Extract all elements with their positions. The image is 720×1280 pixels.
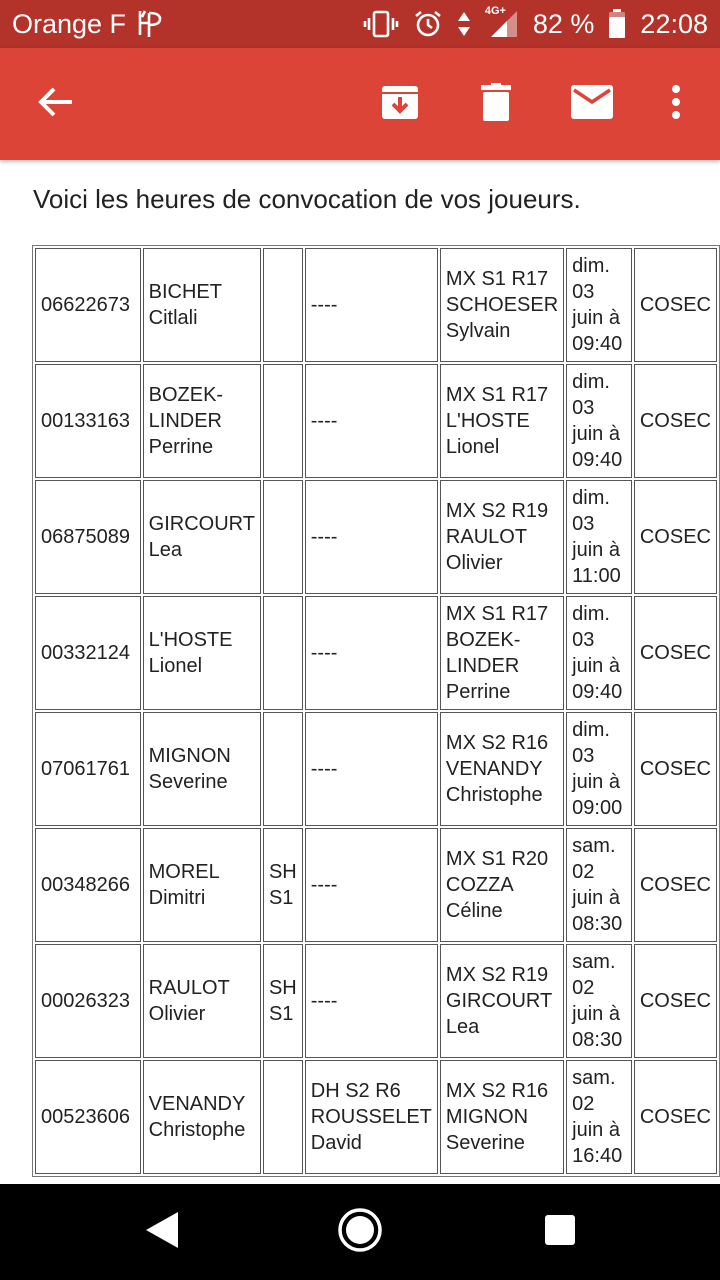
- simple-event-cell: [263, 248, 303, 362]
- cell-line: L'HOSTE: [148, 629, 233, 651]
- cell-line: Lea: [445, 1016, 480, 1038]
- double-event-cell: [305, 828, 438, 942]
- cell-line: BOZEK-: [445, 629, 521, 651]
- vibrate-icon: [363, 10, 399, 38]
- cell-line: dim.: [572, 255, 610, 277]
- cell-line: dim.: [572, 487, 610, 509]
- cell-line: 16:40: [572, 1145, 623, 1167]
- cell-line: Severine: [445, 1132, 525, 1154]
- cell-line: DH S2 R6: [310, 1080, 401, 1102]
- cell-line: 11:00: [572, 565, 621, 587]
- player-name-cell: [143, 480, 261, 594]
- double-event-cell: [305, 480, 438, 594]
- cell-line: 02: [572, 861, 595, 883]
- cell-line: MIGNON: [445, 1106, 529, 1128]
- cell-line: Lionel: [148, 655, 203, 677]
- table-row: [35, 828, 717, 942]
- nav-back-button[interactable]: [122, 1184, 202, 1280]
- cell-line: sam.: [572, 951, 616, 973]
- trash-icon: [481, 83, 511, 126]
- cell-line: juin à: [572, 307, 620, 329]
- player-name-cell: [143, 596, 261, 710]
- venue-cell: COSEC: [634, 1060, 717, 1174]
- table-row: [35, 364, 717, 478]
- player-id-cell: 07061761: [35, 712, 141, 826]
- player-name-cell: [143, 944, 261, 1058]
- table-row: [35, 712, 717, 826]
- cell-line: MX S1 R17: [445, 384, 549, 406]
- cell-line: Christophe: [445, 784, 543, 806]
- convocation-time-cell: [566, 944, 632, 1058]
- convocation-time-cell: [566, 480, 632, 594]
- cell-line: 03: [572, 281, 595, 303]
- nav-recents-button[interactable]: [520, 1184, 600, 1280]
- table-row: [35, 480, 717, 594]
- cell-line: Olivier: [148, 1003, 206, 1025]
- convocation-time-cell: [566, 1060, 632, 1174]
- cell-line: 02: [572, 977, 595, 999]
- player-id-cell: 00523606: [35, 1060, 141, 1174]
- cell-line: GIRCOURT: [148, 513, 255, 535]
- venue-cell: COSEC: [634, 480, 717, 594]
- table-row: [35, 596, 717, 710]
- cell-line: 08:30: [572, 913, 623, 935]
- venue-cell: COSEC: [634, 944, 717, 1058]
- cell-line: 03: [572, 513, 595, 535]
- cell-line: ----: [310, 410, 338, 432]
- cell-line: Citlali: [148, 307, 198, 329]
- delete-button[interactable]: [460, 48, 532, 160]
- cell-line: 03: [572, 629, 595, 651]
- cell-line: juin à: [572, 1003, 620, 1025]
- cell-line: COZZA: [445, 874, 514, 896]
- simple-event-cell: [263, 712, 303, 826]
- signal-icon: [484, 5, 519, 39]
- cell-line: Perrine: [148, 436, 214, 458]
- venue-cell: COSEC: [634, 828, 717, 942]
- cell-line: juin à: [572, 771, 620, 793]
- cell-line: David: [310, 1132, 362, 1154]
- cell-line: ----: [310, 642, 338, 664]
- cell-line: MX S2 R16: [445, 732, 549, 754]
- cell-line: SH: [268, 977, 297, 999]
- cell-line: L'HOSTE: [445, 410, 530, 432]
- cell-line: ROUSSELET: [310, 1106, 432, 1128]
- cell-line: Christophe: [148, 1119, 246, 1141]
- battery-icon: [608, 9, 626, 39]
- simple-event-cell: [263, 944, 303, 1058]
- status-bar: [0, 0, 720, 48]
- cell-line: 03: [572, 745, 595, 767]
- cell-line: VENANDY: [148, 1093, 246, 1115]
- cell-line: BOZEK-: [148, 384, 224, 406]
- cell-line: dim.: [572, 371, 610, 393]
- app-bar: [0, 48, 720, 160]
- email-body[interactable]: [0, 160, 720, 1184]
- venue-cell: COSEC: [634, 712, 717, 826]
- simple-event-cell: [263, 364, 303, 478]
- cell-line: MX S1 R20: [445, 848, 549, 870]
- simple-event-cell: [263, 1060, 303, 1174]
- convocation-time-cell: [566, 712, 632, 826]
- simple-event-cell: [263, 828, 303, 942]
- player-id-cell: 00348266: [35, 828, 141, 942]
- player-name-cell: [143, 248, 261, 362]
- cell-line: Lionel: [445, 436, 500, 458]
- player-id-cell: 06875089: [35, 480, 141, 594]
- cell-line: Olivier: [445, 552, 503, 574]
- cell-line: ----: [310, 990, 338, 1012]
- cell-line: 03: [572, 397, 595, 419]
- cell-line: SH: [268, 861, 297, 883]
- carrier-name: Orange F: [12, 8, 127, 39]
- cell-line: dim.: [572, 603, 610, 625]
- player-name-cell: [143, 1060, 261, 1174]
- mixed-event-cell: [440, 480, 564, 594]
- double-event-cell: [305, 248, 438, 362]
- cell-line: 02: [572, 1093, 595, 1115]
- cell-line: MX S1 R17: [445, 268, 549, 290]
- player-name-cell: [143, 828, 261, 942]
- simple-event-cell: [263, 596, 303, 710]
- clock: 22:08: [640, 8, 708, 39]
- venue-cell: COSEC: [634, 248, 717, 362]
- player-id-cell: 00133163: [35, 364, 141, 478]
- cell-line: MX S1 R17: [445, 603, 549, 625]
- cell-line: juin à: [572, 655, 620, 677]
- cell-line: ----: [310, 294, 338, 316]
- cell-line: LINDER: [445, 655, 520, 677]
- mixed-event-cell: [440, 1060, 564, 1174]
- more-vert-icon: [671, 85, 681, 124]
- nav-home-button[interactable]: [320, 1184, 400, 1280]
- cell-line: sam.: [572, 1067, 616, 1089]
- battery-percent: 82 %: [532, 8, 595, 39]
- mixed-event-cell: [440, 364, 564, 478]
- mixed-event-cell: [440, 944, 564, 1058]
- back-button[interactable]: [20, 48, 92, 160]
- cell-line: MX S2 R19: [445, 964, 549, 986]
- cell-line: SCHOESER: [445, 294, 559, 316]
- network-type: 4G+: [484, 5, 506, 17]
- nav-back-icon: [144, 1210, 180, 1255]
- cell-line: juin à: [572, 539, 620, 561]
- back-arrow-icon: [38, 84, 74, 125]
- cell-line: RAULOT: [445, 526, 528, 548]
- convocation-time-cell: [566, 248, 632, 362]
- double-event-cell: [305, 1060, 438, 1174]
- data-arrows-icon: [457, 10, 471, 38]
- cell-line: LINDER: [148, 410, 222, 432]
- nav-recents-icon: [544, 1214, 576, 1251]
- convocation-table: [32, 245, 720, 1177]
- table-row: [35, 248, 717, 362]
- cell-line: VENANDY: [445, 758, 543, 780]
- cell-line: Severine: [148, 771, 228, 793]
- cell-line: 09:40: [572, 681, 623, 703]
- mixed-event-cell: [440, 712, 564, 826]
- convocation-time-cell: [566, 364, 632, 478]
- mark-unread-button[interactable]: [556, 48, 628, 160]
- cell-line: juin à: [572, 423, 620, 445]
- venue-cell: COSEC: [634, 596, 717, 710]
- table-row: [35, 944, 717, 1058]
- cell-line: Dimitri: [148, 887, 206, 909]
- cell-line: MOREL: [148, 861, 220, 883]
- cell-line: 08:30: [572, 1029, 623, 1051]
- cell-line: juin à: [572, 887, 620, 909]
- hp-logo-icon: [136, 9, 162, 39]
- cell-line: GIRCOURT: [445, 990, 553, 1012]
- mixed-event-cell: [440, 248, 564, 362]
- cell-line: dim.: [572, 719, 610, 741]
- player-id-cell: 06622673: [35, 248, 141, 362]
- mixed-event-cell: [440, 828, 564, 942]
- cell-line: BICHET: [148, 281, 222, 303]
- email-intro: Voici les heures de convocation de vos joueurs.: [33, 184, 581, 214]
- cell-line: MIGNON: [148, 745, 231, 767]
- cell-line: MX S2 R16: [445, 1080, 549, 1102]
- convocation-time-cell: [566, 828, 632, 942]
- navigation-bar: [0, 1184, 720, 1280]
- nav-home-icon: [337, 1207, 383, 1258]
- player-name-cell: [143, 712, 261, 826]
- cell-line: S1: [268, 887, 294, 909]
- archive-button[interactable]: [364, 48, 436, 160]
- cell-line: S1: [268, 1003, 294, 1025]
- cell-line: Lea: [148, 539, 183, 561]
- cell-line: ----: [310, 526, 338, 548]
- player-id-cell: 00332124: [35, 596, 141, 710]
- cell-line: RAULOT: [148, 977, 230, 999]
- cell-line: Sylvain: [445, 320, 511, 342]
- venue-cell: COSEC: [634, 364, 717, 478]
- cell-line: MX S2 R19: [445, 500, 549, 522]
- player-id-cell: 00026323: [35, 944, 141, 1058]
- convocation-time-cell: [566, 596, 632, 710]
- cell-line: 09:40: [572, 333, 623, 355]
- mixed-event-cell: [440, 596, 564, 710]
- cell-line: Perrine: [445, 681, 511, 703]
- cell-line: sam.: [572, 835, 616, 857]
- double-event-cell: [305, 596, 438, 710]
- cell-line: juin à: [572, 1119, 620, 1141]
- cell-line: Céline: [445, 900, 503, 922]
- cell-line: ----: [310, 758, 338, 780]
- cell-line: 09:40: [572, 449, 623, 471]
- player-name-cell: [143, 364, 261, 478]
- cell-line: ----: [310, 874, 338, 896]
- simple-event-cell: [263, 480, 303, 594]
- mail-icon: [571, 85, 613, 124]
- more-options-button[interactable]: [650, 48, 702, 160]
- alarm-icon: [413, 9, 443, 39]
- cell-line: 09:00: [572, 797, 623, 819]
- double-event-cell: [305, 944, 438, 1058]
- double-event-cell: [305, 364, 438, 478]
- table-row: [35, 1060, 717, 1174]
- double-event-cell: [305, 712, 438, 826]
- archive-icon: [381, 84, 419, 125]
